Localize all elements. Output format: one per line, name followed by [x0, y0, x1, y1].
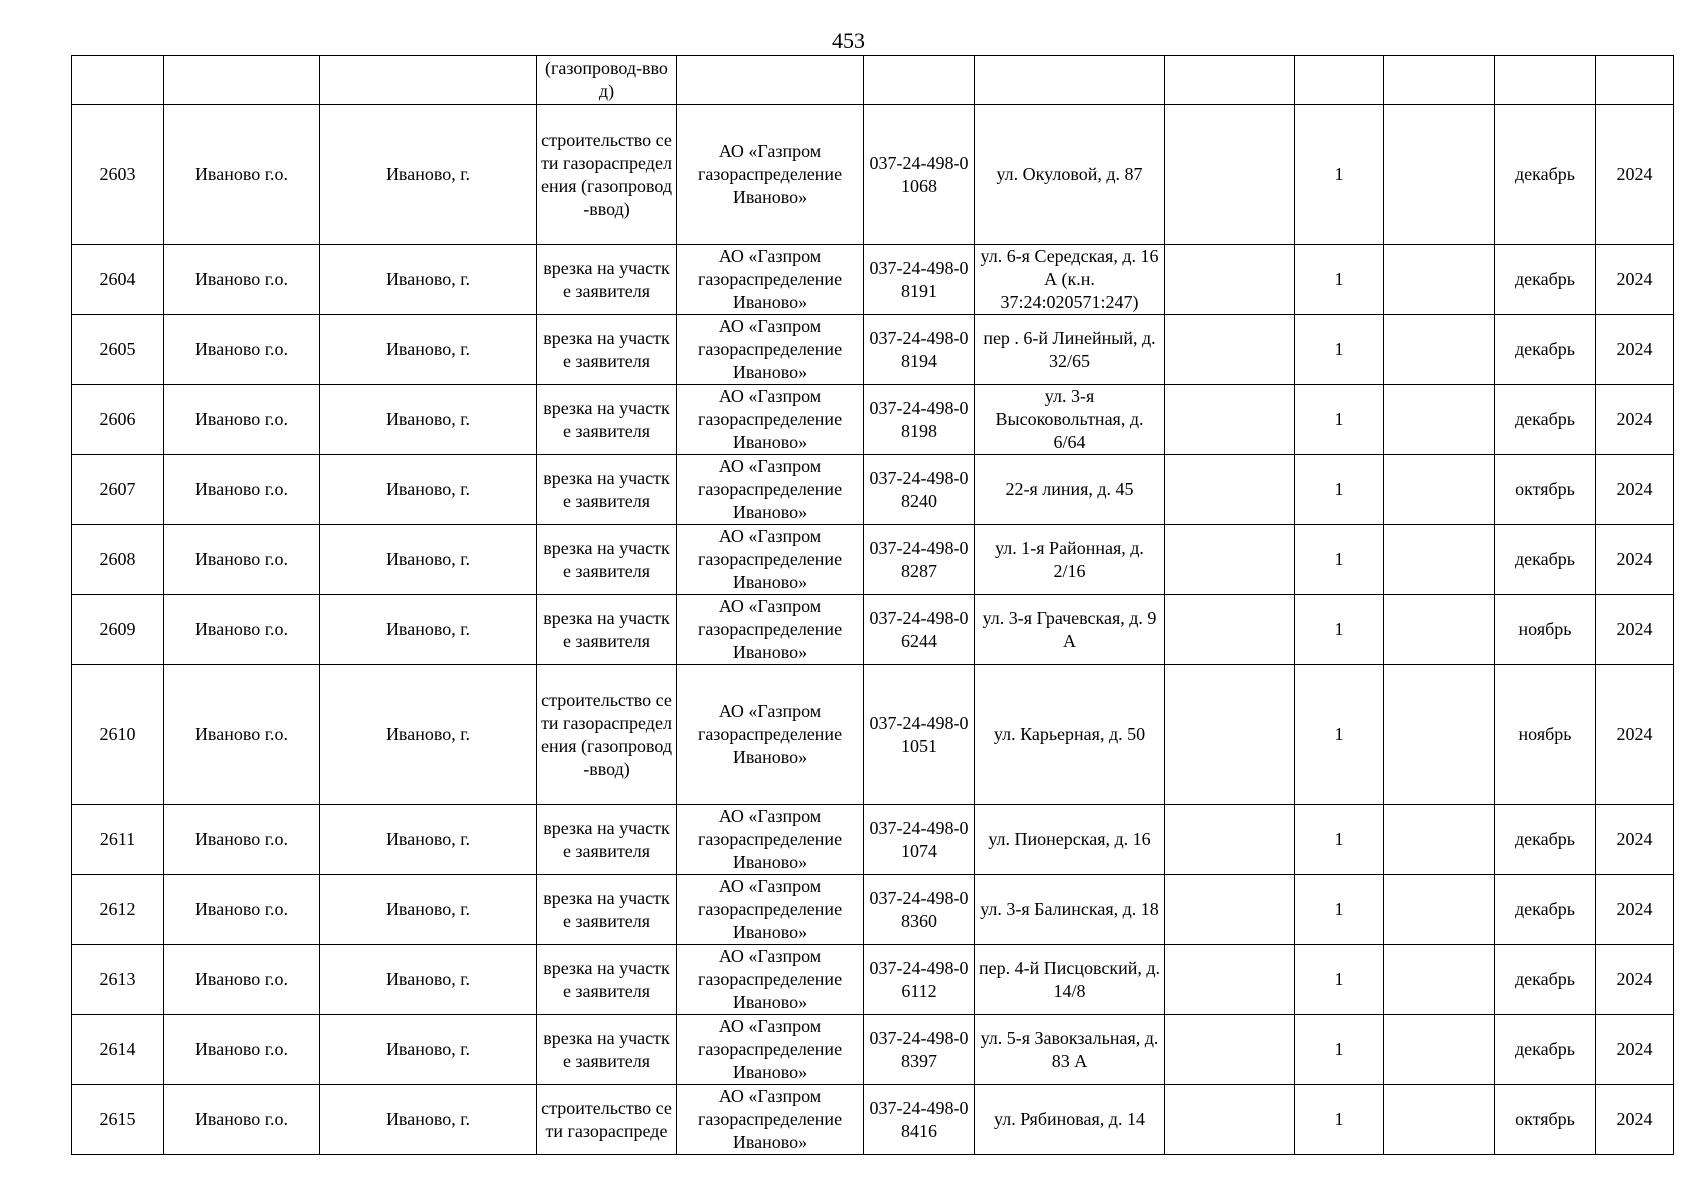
cell-month: декабрь: [1495, 1015, 1596, 1085]
cell-code: 037-24-498-08240: [864, 455, 975, 525]
cell-empty-10: [1384, 105, 1495, 245]
cell-address: 22-я линия, д. 45: [975, 455, 1165, 525]
cell-month: октябрь: [1495, 455, 1596, 525]
cell-month: декабрь: [1495, 315, 1596, 385]
cell-empty-8: [1165, 525, 1295, 595]
cell-address: ул. 3-я Балинская, д. 18: [975, 875, 1165, 945]
cell-empty-10: [1384, 875, 1495, 945]
cell-empty-10: [1384, 1085, 1495, 1155]
cell-address: ул. 3-я Высоковольтная, д. 6/64: [975, 385, 1165, 455]
cell-address: ул. 1-я Районная, д. 2/16: [975, 525, 1165, 595]
cell-work-type: врезка на участке заявителя: [537, 805, 677, 875]
cell-district: Иваново г.о.: [164, 805, 320, 875]
cell-num: 2610: [72, 665, 164, 805]
cell-code: 037-24-498-01051: [864, 665, 975, 805]
cell-quantity: 1: [1295, 1085, 1384, 1155]
cell-organization: АО «Газпром газораспределение Иваново»: [677, 455, 864, 525]
cell-address: ул. Окуловой, д. 87: [975, 105, 1165, 245]
cell-year: 2024: [1596, 315, 1674, 385]
cell-empty-10: [1384, 805, 1495, 875]
cell-work-type: врезка на участке заявителя: [537, 455, 677, 525]
cell-quantity: 1: [1295, 805, 1384, 875]
cell-year: [1596, 56, 1674, 105]
cell-year: 2024: [1596, 875, 1674, 945]
cell-address: ул. 6-я Середская, д. 16 А (к.н. 37:24:020571:247): [975, 245, 1165, 315]
cell-organization: АО «Газпром газораспределение Иваново»: [677, 1015, 864, 1085]
cell-year: 2024: [1596, 665, 1674, 805]
cell-district: Иваново г.о.: [164, 1015, 320, 1085]
cell-code: 037-24-498-08198: [864, 385, 975, 455]
cell-district: Иваново г.о.: [164, 455, 320, 525]
cell-code: 037-24-498-08416: [864, 1085, 975, 1155]
cell-year: 2024: [1596, 525, 1674, 595]
table-row: [72, 105, 1674, 245]
cell-settlement: Иваново, г.: [320, 1085, 537, 1155]
cell-organization: АО «Газпром газораспределение Иваново»: [677, 875, 864, 945]
cell-month: декабрь: [1495, 385, 1596, 455]
table-row: [72, 595, 1674, 665]
cell-work-type: врезка на участке заявителя: [537, 315, 677, 385]
cell-code: 037-24-498-08397: [864, 1015, 975, 1085]
cell-quantity: 1: [1295, 525, 1384, 595]
cell-organization: АО «Газпром газораспределение Иваново»: [677, 385, 864, 455]
cell-work-type: врезка на участке заявителя: [537, 525, 677, 595]
table-row: [72, 385, 1674, 455]
cell-quantity: 1: [1295, 385, 1384, 455]
cell-empty-10: [1384, 56, 1495, 105]
cell-settlement: Иваново, г.: [320, 455, 537, 525]
cell-num: 2611: [72, 805, 164, 875]
cell-quantity: 1: [1295, 665, 1384, 805]
cell-code: 037-24-498-01074: [864, 805, 975, 875]
cell-organization: [677, 56, 864, 105]
table-row: [72, 315, 1674, 385]
cell-district: Иваново г.о.: [164, 315, 320, 385]
cell-work-type: врезка на участке заявителя: [537, 245, 677, 315]
cell-month: декабрь: [1495, 105, 1596, 245]
cell-empty-10: [1384, 945, 1495, 1015]
cell-month: [1495, 56, 1596, 105]
cell-empty-8: [1165, 385, 1295, 455]
cell-quantity: [1295, 56, 1384, 105]
cell-code: 037-24-498-08191: [864, 245, 975, 315]
cell-work-type: врезка на участке заявителя: [537, 945, 677, 1015]
cell-year: 2024: [1596, 805, 1674, 875]
cell-num: 2615: [72, 1085, 164, 1155]
cell-district: Иваново г.о.: [164, 245, 320, 315]
cell-num: [72, 56, 164, 105]
cell-num: 2607: [72, 455, 164, 525]
cell-address: ул. Пионерская, д. 16: [975, 805, 1165, 875]
cell-settlement: [320, 56, 537, 105]
cell-organization: АО «Газпром газораспределение Иваново»: [677, 1085, 864, 1155]
cell-empty-8: [1165, 1085, 1295, 1155]
cell-quantity: 1: [1295, 945, 1384, 1015]
cell-empty-8: [1165, 805, 1295, 875]
cell-year: 2024: [1596, 1015, 1674, 1085]
cell-empty-10: [1384, 1015, 1495, 1085]
cell-work-type: врезка на участке заявителя: [537, 875, 677, 945]
cell-district: Иваново г.о.: [164, 385, 320, 455]
table-row: [72, 525, 1674, 595]
cell-code: 037-24-498-08360: [864, 875, 975, 945]
table-row: [72, 1015, 1674, 1085]
table-row: [72, 455, 1674, 525]
cell-quantity: 1: [1295, 105, 1384, 245]
cell-district: Иваново г.о.: [164, 105, 320, 245]
cell-settlement: Иваново, г.: [320, 315, 537, 385]
cell-organization: АО «Газпром газораспределение Иваново»: [677, 805, 864, 875]
cell-year: 2024: [1596, 105, 1674, 245]
cell-address: пер . 6-й Линейный, д. 32/65: [975, 315, 1165, 385]
cell-settlement: Иваново, г.: [320, 105, 537, 245]
cell-empty-8: [1165, 945, 1295, 1015]
cell-settlement: Иваново, г.: [320, 805, 537, 875]
cell-quantity: 1: [1295, 875, 1384, 945]
cell-address: ул. Рябиновая, д. 14: [975, 1085, 1165, 1155]
cell-district: [164, 56, 320, 105]
cell-empty-8: [1165, 105, 1295, 245]
cell-month: декабрь: [1495, 945, 1596, 1015]
register-table: [71, 55, 1674, 1155]
cell-empty-10: [1384, 525, 1495, 595]
cell-year: 2024: [1596, 455, 1674, 525]
cell-empty-8: [1165, 455, 1295, 525]
table-row: [72, 1085, 1674, 1155]
cell-settlement: Иваново, г.: [320, 245, 537, 315]
cell-settlement: Иваново, г.: [320, 525, 537, 595]
cell-quantity: 1: [1295, 455, 1384, 525]
cell-settlement: Иваново, г.: [320, 595, 537, 665]
cell-empty-10: [1384, 315, 1495, 385]
cell-organization: АО «Газпром газораспределение Иваново»: [677, 525, 864, 595]
table-row: [72, 945, 1674, 1015]
cell-year: 2024: [1596, 945, 1674, 1015]
page-number: 453: [832, 28, 865, 53]
cell-empty-8: [1165, 875, 1295, 945]
cell-month: декабрь: [1495, 875, 1596, 945]
cell-code: 037-24-498-08194: [864, 315, 975, 385]
cell-code: 037-24-498-08287: [864, 525, 975, 595]
cell-work-type: врезка на участке заявителя: [537, 1015, 677, 1085]
cell-district: Иваново г.о.: [164, 945, 320, 1015]
cell-organization: АО «Газпром газораспределение Иваново»: [677, 245, 864, 315]
cell-month: декабрь: [1495, 805, 1596, 875]
cell-organization: АО «Газпром газораспределение Иваново»: [677, 595, 864, 665]
cell-num: 2613: [72, 945, 164, 1015]
cell-month: ноябрь: [1495, 595, 1596, 665]
cell-quantity: 1: [1295, 245, 1384, 315]
cell-code: 037-24-498-01068: [864, 105, 975, 245]
continuation-row: [72, 56, 1674, 105]
cell-quantity: 1: [1295, 595, 1384, 665]
cell-work-type: врезка на участке заявителя: [537, 385, 677, 455]
cell-address: ул. 5-я Завокзальная, д. 83 А: [975, 1015, 1165, 1085]
cell-work-type: строительство сети газораспределения (газопровод-ввод): [537, 105, 677, 245]
table-row: [72, 245, 1674, 315]
cell-organization: АО «Газпром газораспределение Иваново»: [677, 945, 864, 1015]
cell-district: Иваново г.о.: [164, 525, 320, 595]
cell-code: 037-24-498-06244: [864, 595, 975, 665]
cell-month: декабрь: [1495, 245, 1596, 315]
cell-district: Иваново г.о.: [164, 665, 320, 805]
cell-num: 2605: [72, 315, 164, 385]
cell-num: 2604: [72, 245, 164, 315]
cell-work-type: (газопровод-ввод): [537, 56, 677, 105]
cell-num: 2603: [72, 105, 164, 245]
cell-address: ул. 3-я Грачевская, д. 9 А: [975, 595, 1165, 665]
cell-organization: АО «Газпром газораспределение Иваново»: [677, 665, 864, 805]
cell-code: 037-24-498-06112: [864, 945, 975, 1015]
table-row: [72, 805, 1674, 875]
cell-num: 2612: [72, 875, 164, 945]
cell-district: Иваново г.о.: [164, 875, 320, 945]
cell-year: 2024: [1596, 1085, 1674, 1155]
table-row: [72, 665, 1674, 805]
cell-empty-8: [1165, 315, 1295, 385]
cell-empty-10: [1384, 245, 1495, 315]
cell-empty-10: [1384, 455, 1495, 525]
cell-work-type: строительство сети газораспреде: [537, 1085, 677, 1155]
cell-empty-8: [1165, 245, 1295, 315]
cell-settlement: Иваново, г.: [320, 1015, 537, 1085]
cell-num: 2606: [72, 385, 164, 455]
cell-organization: АО «Газпром газораспределение Иваново»: [677, 105, 864, 245]
cell-num: 2609: [72, 595, 164, 665]
cell-month: ноябрь: [1495, 665, 1596, 805]
cell-district: Иваново г.о.: [164, 1085, 320, 1155]
cell-address: ул. Карьерная, д. 50: [975, 665, 1165, 805]
cell-work-type: строительство сети газораспределения (газопровод-ввод): [537, 665, 677, 805]
cell-settlement: Иваново, г.: [320, 665, 537, 805]
cell-address: [975, 56, 1165, 105]
cell-work-type: врезка на участке заявителя: [537, 595, 677, 665]
cell-year: 2024: [1596, 595, 1674, 665]
cell-code: [864, 56, 975, 105]
cell-month: октябрь: [1495, 1085, 1596, 1155]
cell-year: 2024: [1596, 245, 1674, 315]
cell-empty-10: [1384, 595, 1495, 665]
cell-month: декабрь: [1495, 525, 1596, 595]
cell-empty-10: [1384, 385, 1495, 455]
cell-organization: АО «Газпром газораспределение Иваново»: [677, 315, 864, 385]
cell-empty-8: [1165, 665, 1295, 805]
cell-district: Иваново г.о.: [164, 595, 320, 665]
cell-empty-8: [1165, 56, 1295, 105]
cell-settlement: Иваново, г.: [320, 385, 537, 455]
cell-empty-10: [1384, 665, 1495, 805]
cell-quantity: 1: [1295, 315, 1384, 385]
cell-empty-8: [1165, 595, 1295, 665]
cell-address: пер. 4-й Писцовский, д. 14/8: [975, 945, 1165, 1015]
cell-num: 2608: [72, 525, 164, 595]
cell-quantity: 1: [1295, 1015, 1384, 1085]
table-row: [72, 875, 1674, 945]
cell-year: 2024: [1596, 385, 1674, 455]
cell-num: 2614: [72, 1015, 164, 1085]
cell-settlement: Иваново, г.: [320, 875, 537, 945]
cell-empty-8: [1165, 1015, 1295, 1085]
register-body: [72, 56, 1674, 1155]
cell-settlement: Иваново, г.: [320, 945, 537, 1015]
